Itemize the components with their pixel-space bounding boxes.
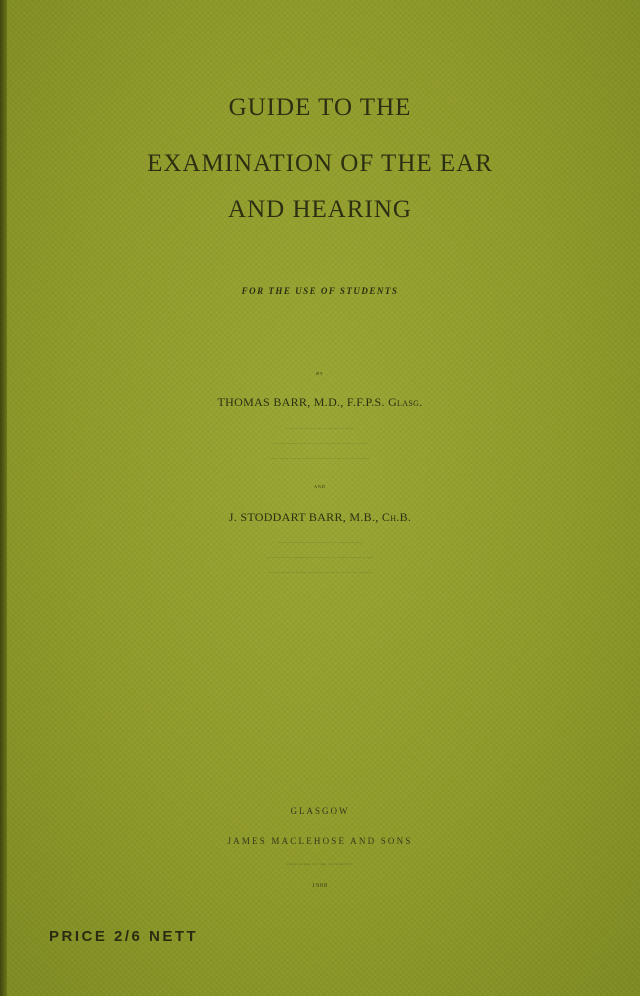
imprint-publisher-note: PUBLISHERS TO THE UNIVERSITY bbox=[287, 864, 353, 866]
author-2-credential-2: ASSISTANT DISPENSARY SURGEON FOR DISEASES OF THE EAR, WESTERN INFIRMARY, GLASGOW bbox=[266, 558, 374, 559]
author-2-name-suffix: Ch.B. bbox=[381, 510, 412, 524]
title-line-1: GUIDE TO THE bbox=[228, 94, 412, 121]
author-2-credential-3: ASSISTANT SURGEON TO GLASGOW HOSPITAL FOR DISEASES OF THE EAR, NOSE AND THROAT bbox=[267, 573, 373, 574]
author-1-credential-1: LECTURER ON DISEASES OF THE EAR, GLASGOW UNIVERSITY bbox=[285, 429, 355, 430]
imprint-year: 1908 bbox=[312, 883, 328, 889]
author-1-name-suffix: Glasg. bbox=[388, 395, 423, 409]
by-label: BY bbox=[316, 371, 324, 376]
author-1-credential-3: AURAL SURGEON TO GLASGOW HOSPITAL FOR DISEASES OF THE EAR, NOSE AND THROAT bbox=[270, 459, 370, 460]
price-label: PRICE 2/6 NETT bbox=[49, 928, 199, 945]
and-label: AND bbox=[314, 484, 326, 489]
subtitle: FOR THE USE OF STUDENTS bbox=[241, 286, 399, 296]
imprint-place: GLASGOW bbox=[290, 806, 350, 816]
author-2-name bbox=[0, 510, 640, 525]
author-2-credential-1: ASSISTANT TO LECTURER ON DISEASES OF THE EAR, GLASGOW UNIVERSITY bbox=[277, 543, 363, 544]
author-2-name-main: J. STODDART BARR, M.B., bbox=[228, 510, 379, 524]
author-1-name-main: THOMAS BARR, M.D., F.F.P.S. bbox=[217, 395, 385, 409]
imprint-publisher: JAMES MACLEHOSE AND SONS bbox=[227, 836, 413, 846]
author-1-name bbox=[0, 395, 640, 410]
title-line-3: AND HEARING bbox=[228, 196, 412, 223]
title-line-2: EXAMINATION OF THE EAR bbox=[147, 150, 493, 177]
author-1-credential-2: DISPENSARY SURGEON FOR DISEASES OF THE EAR, WESTERN INFIRMARY, GLASGOW bbox=[272, 444, 368, 445]
